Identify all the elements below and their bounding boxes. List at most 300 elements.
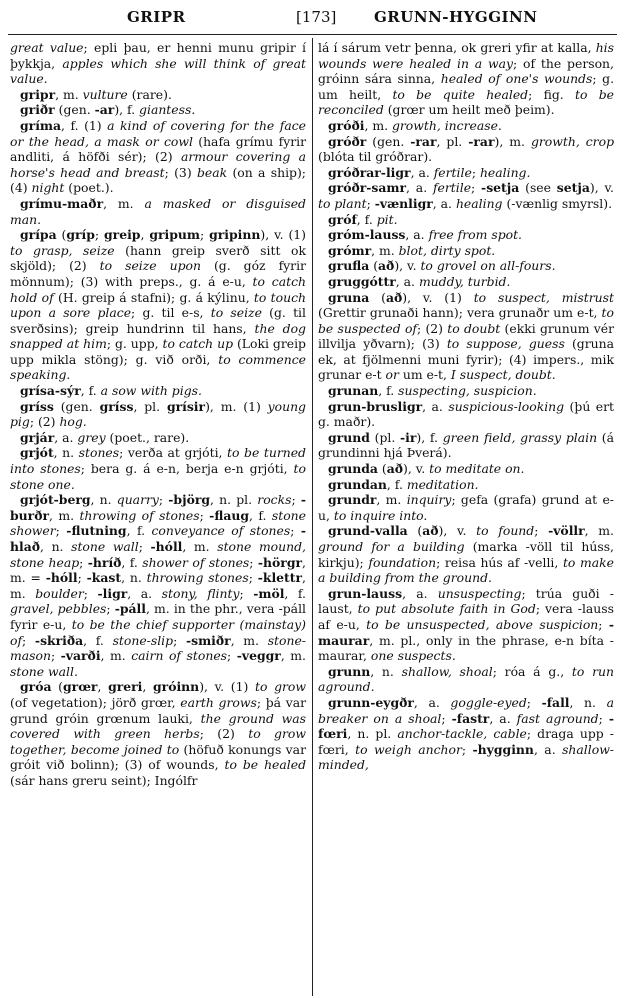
headword: -möl — [253, 585, 285, 601]
gloss: green field, grassy plain — [442, 429, 598, 445]
headword: -varði — [60, 648, 101, 664]
headword: greri — [108, 679, 143, 695]
gloss: or — [385, 367, 399, 383]
gloss: inquiry — [406, 492, 452, 508]
entry-text: (of vegetation); jörð grœr, — [10, 694, 181, 710]
entry-text: ; þá var grund gróin grœnum lauki, — [10, 694, 307, 726]
entry-text: ; of the person, gróinn sára sinna, — [318, 55, 614, 87]
entry-text: , m. — [280, 648, 306, 664]
entry-text: , n. — [370, 663, 402, 679]
gloss: gravel, pebbles — [10, 601, 107, 617]
headword: -flutning — [66, 523, 127, 539]
dictionary-entry — [318, 586, 614, 664]
dictionary-entry — [10, 118, 306, 196]
headword: gróm-lauss — [328, 227, 406, 243]
headword: -skriða — [34, 632, 84, 648]
entry-text: , m. — [584, 523, 614, 539]
entry-text: ( — [51, 679, 63, 695]
headword: gríss — [20, 398, 54, 414]
entry-text: , a. — [422, 398, 449, 414]
entry-text: ; — [173, 632, 186, 648]
gloss: hog. — [59, 414, 87, 430]
dictionary-entry — [10, 445, 306, 492]
gloss: to touch upon a sore place — [10, 289, 306, 321]
entry-text: ; (2) — [29, 414, 60, 430]
gloss: stone-slip — [112, 632, 174, 648]
headword: -páll — [114, 601, 146, 617]
gloss: beak — [196, 164, 228, 180]
dictionary-entry — [10, 227, 306, 383]
headword: grjár — [20, 429, 55, 445]
headword: gríss — [99, 398, 134, 414]
gloss: to weigh anchor — [355, 741, 462, 757]
entry-text: ; — [598, 710, 609, 726]
entry-text: , f. — [80, 383, 101, 399]
entry-text: ; — [22, 632, 35, 648]
gloss: to be suspected of — [318, 305, 614, 336]
gloss: to suppose, guess — [446, 336, 565, 352]
entry-text: (marka -völl til húss, kirkju); — [318, 539, 614, 570]
entry-text: , a. — [405, 227, 429, 243]
headword: grunan — [328, 383, 379, 399]
entry-text: ( — [369, 258, 379, 274]
page-header — [0, 6, 625, 30]
entry-text: (on a ship); (4) — [10, 164, 306, 196]
headword: gríp — [66, 227, 95, 243]
gloss: young pig — [10, 398, 306, 430]
headword: -björg — [168, 492, 211, 508]
entry-text: , f. — [126, 523, 152, 539]
dictionary-entry — [318, 664, 614, 695]
gloss: to commence speaking. — [10, 351, 306, 383]
dictionary-entry — [10, 196, 306, 227]
entry-text: ; — [227, 648, 237, 664]
headword: gripinn — [209, 227, 261, 243]
headword: að — [378, 258, 395, 274]
header-rule — [8, 34, 617, 35]
entry-text: (poet., rare). — [105, 429, 190, 445]
entry-text: , m. in the phr., vera -páll fyrir e-u, — [10, 601, 306, 632]
gloss: to run aground. — [318, 663, 614, 695]
entry-text: , m. — [100, 648, 132, 664]
headword: gróðrar-ligr — [328, 164, 411, 180]
entry-text: , n. pl. — [210, 492, 258, 508]
gloss: to found — [476, 523, 535, 539]
entry-text: ), f. — [416, 429, 443, 445]
entry-text: (sár hans greru seint); Ingólfr — [10, 772, 198, 788]
dictionary-entry — [10, 383, 306, 399]
gloss: his wounds were healed in a way — [318, 40, 614, 71]
headword: grun-brusligr — [328, 398, 423, 414]
headword: -hríð — [87, 554, 122, 570]
entry-text: ; g. um heilt, — [318, 71, 615, 102]
entry-text: , n. — [53, 445, 79, 461]
gloss: throwing of stones — [79, 507, 200, 523]
gloss: conveyance of stones — [151, 523, 291, 539]
gloss: fertile — [432, 180, 472, 196]
entry-text: , f. — [284, 585, 306, 601]
headword: grundr — [328, 492, 377, 508]
gloss: stony, flinty — [161, 585, 240, 601]
entry-text: (gen. — [366, 133, 411, 149]
entry-text: (see — [519, 180, 557, 196]
dictionary-entry — [318, 430, 614, 461]
headword: að — [386, 461, 403, 477]
entry-text: ; — [441, 710, 452, 726]
entry-text: (gruna ek, at fjölmenni muni fyrir); (4) impers., mik grunar e-t — [318, 336, 614, 383]
gloss: stone-mason — [10, 632, 306, 664]
headword: grísir — [166, 398, 206, 414]
entry-text: ; — [249, 554, 258, 570]
dictionary-entry — [318, 399, 614, 430]
gloss: to be quite healed — [392, 86, 529, 102]
gloss: stones — [78, 445, 120, 461]
gloss: to make a building from the ground. — [318, 554, 614, 586]
entry-text: ; (2) — [199, 726, 249, 742]
entry-text: , f. (1) — [61, 117, 108, 133]
gloss: earth grows — [180, 694, 257, 710]
entry-text: ; g. til e-s, — [131, 305, 211, 321]
entry-text: ), v. (1) — [260, 227, 306, 243]
headword: grómr — [328, 242, 372, 258]
entry-text: , f. — [356, 211, 377, 227]
headword: -klettr — [257, 570, 303, 586]
headword: gróinn — [153, 679, 200, 695]
headword: -hygginn — [472, 741, 534, 757]
entry-text: (Loki greip upp mikla stöng); g. við orði, — [10, 336, 306, 367]
gloss: to grow together, become joined to — [10, 726, 306, 757]
running-head-left: GRIPR — [127, 8, 186, 26]
entry-text: ; — [471, 164, 480, 180]
headword: -vænligr — [374, 195, 433, 211]
headword: gróðr-samr — [328, 180, 407, 196]
gloss: free from spot. — [428, 227, 523, 243]
headword: -hóll — [45, 570, 78, 586]
running-head-right: GRUNN-HYGGINN — [374, 8, 538, 26]
entry-text: ; — [106, 601, 115, 617]
headword: grufla — [328, 258, 370, 274]
entry-text: , a. — [410, 164, 434, 180]
entry-text: , n. — [121, 570, 147, 586]
headword: grun-lauss — [328, 585, 403, 601]
gloss: to grovel on all-fours. — [420, 258, 556, 274]
gloss: to catch hold of — [10, 273, 306, 305]
dictionary-entry — [10, 399, 306, 430]
gloss: to be unsuspected, above suspicion — [366, 616, 599, 632]
headword: -kast — [86, 570, 122, 586]
gloss: a sow with pigs. — [100, 383, 202, 399]
entry-text: ), v. (1) — [402, 289, 474, 305]
gloss: suspecting, suspicion. — [398, 383, 537, 399]
entry-text: ), v. — [589, 180, 614, 196]
headword: grund — [328, 429, 370, 445]
entry-text: ; fig. — [528, 86, 575, 102]
headword: -smiðr — [185, 632, 231, 648]
headword: -hlað — [10, 523, 307, 554]
gloss: to be healed — [224, 757, 307, 773]
dictionary-entry — [318, 212, 614, 228]
gloss: great value — [10, 40, 84, 55]
dictionary-entry — [10, 102, 306, 118]
entry-text: , n. pl. — [347, 726, 398, 742]
gloss: growth, increase. — [391, 117, 502, 133]
headword: greip — [104, 227, 141, 243]
entry-text: , m. = — [10, 554, 306, 586]
gloss: stone wall. — [10, 663, 78, 679]
gloss: stone shower — [10, 507, 306, 539]
dictionary-entry — [318, 383, 614, 399]
entry-text: ; vera -lauss af e-u, — [318, 601, 614, 632]
entry-text: (ekki grunum vér illvilja yðvarn); (3) — [318, 320, 615, 352]
right-column — [318, 40, 614, 773]
gloss: blot, dirty spot. — [398, 242, 496, 258]
entry-text: , a. — [489, 710, 517, 726]
entry-text: ; — [83, 585, 98, 601]
headword: setja — [556, 180, 590, 196]
gloss: to stone one. — [10, 461, 306, 492]
entry-text: ), m. (1) — [205, 398, 268, 414]
gloss: the ground was covered with green herbs — [10, 710, 306, 742]
gloss: night — [31, 180, 65, 196]
headword: grjót-berg — [20, 492, 91, 508]
entry-text: ; — [55, 523, 67, 539]
gloss: to inquire into. — [333, 507, 428, 523]
entry-continuation — [318, 40, 614, 118]
entry-text: (gen. — [54, 102, 95, 118]
gloss: shallow, shoal — [401, 663, 493, 679]
gloss: to plant — [318, 195, 367, 211]
entry-text: ; — [239, 585, 254, 601]
entry-text: , a. — [127, 585, 162, 601]
headword: að — [422, 523, 439, 539]
entry-text: (blóta til gróðrar). — [318, 149, 433, 165]
headword: -fastr — [451, 710, 490, 726]
gloss: healing. — [479, 164, 531, 180]
entry-text: ; trúa guði -laust, — [318, 585, 614, 617]
dictionary-entry — [318, 258, 614, 274]
gloss: a masked or disguised man. — [10, 195, 306, 227]
gloss: healed of one's wounds — [440, 71, 593, 87]
entry-text: ; (3) — [164, 164, 197, 180]
entry-text: ( — [377, 461, 387, 477]
entry-text: ; — [526, 694, 542, 710]
dictionary-entry — [10, 87, 306, 103]
entry-text: ( — [407, 523, 423, 539]
headword: -völlr — [548, 523, 585, 539]
gloss: a breaker on a shoal — [318, 694, 614, 726]
entry-text: , a. — [413, 694, 451, 710]
dictionary-entry — [318, 461, 614, 477]
entry-text: (grœr um heilt með þeim). — [383, 102, 555, 118]
headword: grunda — [328, 461, 378, 477]
headword: gróa — [20, 679, 52, 695]
gloss: muddy, turbid. — [418, 273, 511, 289]
gloss: the dog snapped at him — [10, 320, 306, 352]
gloss: to grasp, seize — [10, 242, 115, 258]
headword: grundan — [328, 476, 387, 492]
entry-text: ; reisa hús af -velli, — [436, 554, 563, 570]
entry-text: , a. — [406, 180, 433, 196]
entry-text: ; epli þau, er henni munu gripir í þykkja, — [10, 40, 307, 71]
gloss: meditation. — [406, 476, 479, 492]
entry-text: , — [140, 227, 150, 243]
entry-text: ), v. — [438, 523, 477, 539]
entry-text: lá í sárum vetr þenna, ok greri yfir at kalla, — [318, 40, 596, 55]
headword: -hóll — [150, 539, 183, 554]
entry-text: (Grettir grunaði hann); vera grunaðr um e-t, — [318, 305, 602, 321]
gloss: suspicious-looking — [448, 398, 565, 414]
entry-text: ; — [291, 492, 301, 508]
headword: gríma — [20, 117, 62, 133]
gloss: shallow-minded, — [318, 741, 614, 773]
gloss: healing — [455, 195, 503, 211]
headword: grunn — [328, 663, 371, 679]
entry-continuation — [10, 40, 306, 87]
column-divider — [312, 38, 313, 996]
entry-text: , a. — [533, 741, 563, 757]
entry-text: ; — [94, 227, 105, 243]
entry-text: ; — [200, 227, 210, 243]
entry-text: , m. — [103, 195, 145, 211]
entry-text: ; — [534, 523, 549, 539]
entry-text: ; verða at grjóti, — [119, 445, 228, 461]
entry-text: ; draga upp -fœri, — [318, 726, 614, 757]
entry-text: ), v. — [394, 258, 421, 274]
gloss: armour covering a horse's head and breast — [10, 149, 307, 180]
gloss: to be reconciled — [318, 86, 614, 118]
entry-text: ( — [369, 289, 386, 305]
gloss: ground for a building — [318, 539, 465, 554]
entry-text: ; — [199, 507, 210, 523]
headword: grund-valla — [328, 523, 408, 539]
entry-text: , n. — [569, 694, 607, 710]
gloss: a kind of covering for the face or the head, a mask or cowl — [10, 117, 307, 149]
entry-text: ; bera g. á e-n, berja e-n grjóti, — [80, 461, 294, 477]
headword: -ar — [94, 102, 115, 118]
headword: -maurar — [318, 616, 614, 648]
gloss: anchor-tackle, cable — [397, 726, 527, 742]
gloss: one suspects. — [370, 648, 456, 664]
headword: -burðr — [10, 492, 306, 523]
entry-text: , f. — [386, 476, 407, 492]
dictionary-entry — [318, 695, 614, 773]
entry-text: , a. — [395, 273, 419, 289]
gloss: grey — [77, 429, 106, 445]
headword: grjót — [20, 445, 54, 461]
gloss: unsuspecting — [437, 585, 522, 601]
gloss: foundation — [368, 554, 437, 570]
gloss: fast aground — [516, 710, 599, 726]
entry-text: (g. til sverðsins); greip hundrinn til hans, — [10, 305, 306, 336]
gloss: stone mound, stone heap — [10, 539, 306, 570]
gloss: to doubt — [447, 320, 501, 336]
dictionary-entry — [318, 180, 614, 211]
entry-text: ; — [461, 741, 473, 757]
headword: gripr — [20, 86, 56, 102]
headword: grípa — [20, 227, 57, 243]
entry-text: (þú ert g. maðr). — [318, 398, 614, 430]
entry-text: , f. — [378, 383, 399, 399]
gloss: giantess. — [139, 102, 196, 118]
headword: griðr — [20, 102, 55, 118]
entry-text: ( — [56, 227, 67, 243]
headword: gróðr — [328, 133, 367, 149]
entry-text: ), f. — [114, 102, 140, 118]
entry-text: , f. — [249, 507, 272, 523]
page-number: [173] — [296, 8, 337, 26]
entry-text: , m. — [376, 492, 407, 508]
gloss: stone wall — [71, 539, 139, 554]
dictionary-entry — [318, 274, 614, 290]
dictionary-entry — [318, 523, 614, 585]
dictionary-entry — [318, 165, 614, 181]
headword: -ligr — [97, 585, 128, 601]
headword: grímu-maðr — [20, 195, 104, 211]
entry-text: ; (2) — [417, 320, 448, 336]
entry-text: ; — [366, 195, 375, 211]
entry-text: , a. — [54, 429, 78, 445]
headword: -flaug — [209, 507, 250, 523]
dictionary-entry — [10, 679, 306, 788]
entry-text: , — [97, 679, 109, 695]
headword: gróf — [328, 211, 357, 227]
gloss: throwing stones — [146, 570, 249, 586]
headword: grísa-sýr — [20, 383, 81, 399]
entry-text: ; — [290, 523, 301, 539]
headword: gruggóttr — [328, 273, 396, 289]
entry-text: , — [142, 679, 153, 695]
headword: gripum — [149, 227, 200, 243]
gloss: quarry — [116, 492, 159, 508]
entry-text: (hann greip sverð sitt ok skjöld); (2) — [10, 242, 306, 274]
entry-text: , n. — [90, 492, 117, 508]
gloss: growth, crop — [530, 133, 614, 149]
gloss: to seize — [210, 305, 262, 321]
entry-text: , m. — [364, 117, 392, 133]
gloss: to put absolute faith in God — [357, 601, 536, 617]
entry-text: (höfuð konungs var gróit við bolinn); (3) of wounds, — [10, 741, 306, 773]
headword: -fœri — [318, 710, 614, 742]
gloss: pit. — [376, 211, 398, 227]
entry-text: , a. — [402, 585, 438, 601]
entry-text: ; — [158, 492, 169, 508]
dictionary-entry — [318, 227, 614, 243]
dictionary-entry — [10, 492, 306, 679]
entry-text: , f. — [121, 554, 143, 570]
dictionary-entry — [10, 430, 306, 446]
headword: gruna — [328, 289, 370, 305]
entry-text: , m. — [371, 242, 399, 258]
headword: grunn-eygðr — [328, 694, 414, 710]
entry-text: , m. — [230, 632, 268, 648]
dictionary-entry — [318, 118, 614, 134]
entry-text: ; — [79, 554, 88, 570]
headword: -hörgr — [257, 554, 303, 570]
entry-text: (gen. — [53, 398, 100, 414]
entry-text: ; gefa (grafa) grund at e-u, — [318, 492, 614, 523]
entry-text: ; — [77, 570, 87, 586]
gloss: to catch up — [162, 336, 233, 352]
headword: -rar — [410, 133, 437, 149]
dictionary-entry — [318, 477, 614, 493]
gloss: to grow — [254, 679, 306, 695]
entry-text: ; — [50, 648, 61, 664]
gloss: to suspect, mistrust — [473, 289, 614, 305]
entry-text: ; — [248, 570, 258, 586]
entry-text: , a. — [432, 195, 456, 211]
gloss: rocks — [257, 492, 292, 508]
dictionary-entry — [318, 243, 614, 259]
